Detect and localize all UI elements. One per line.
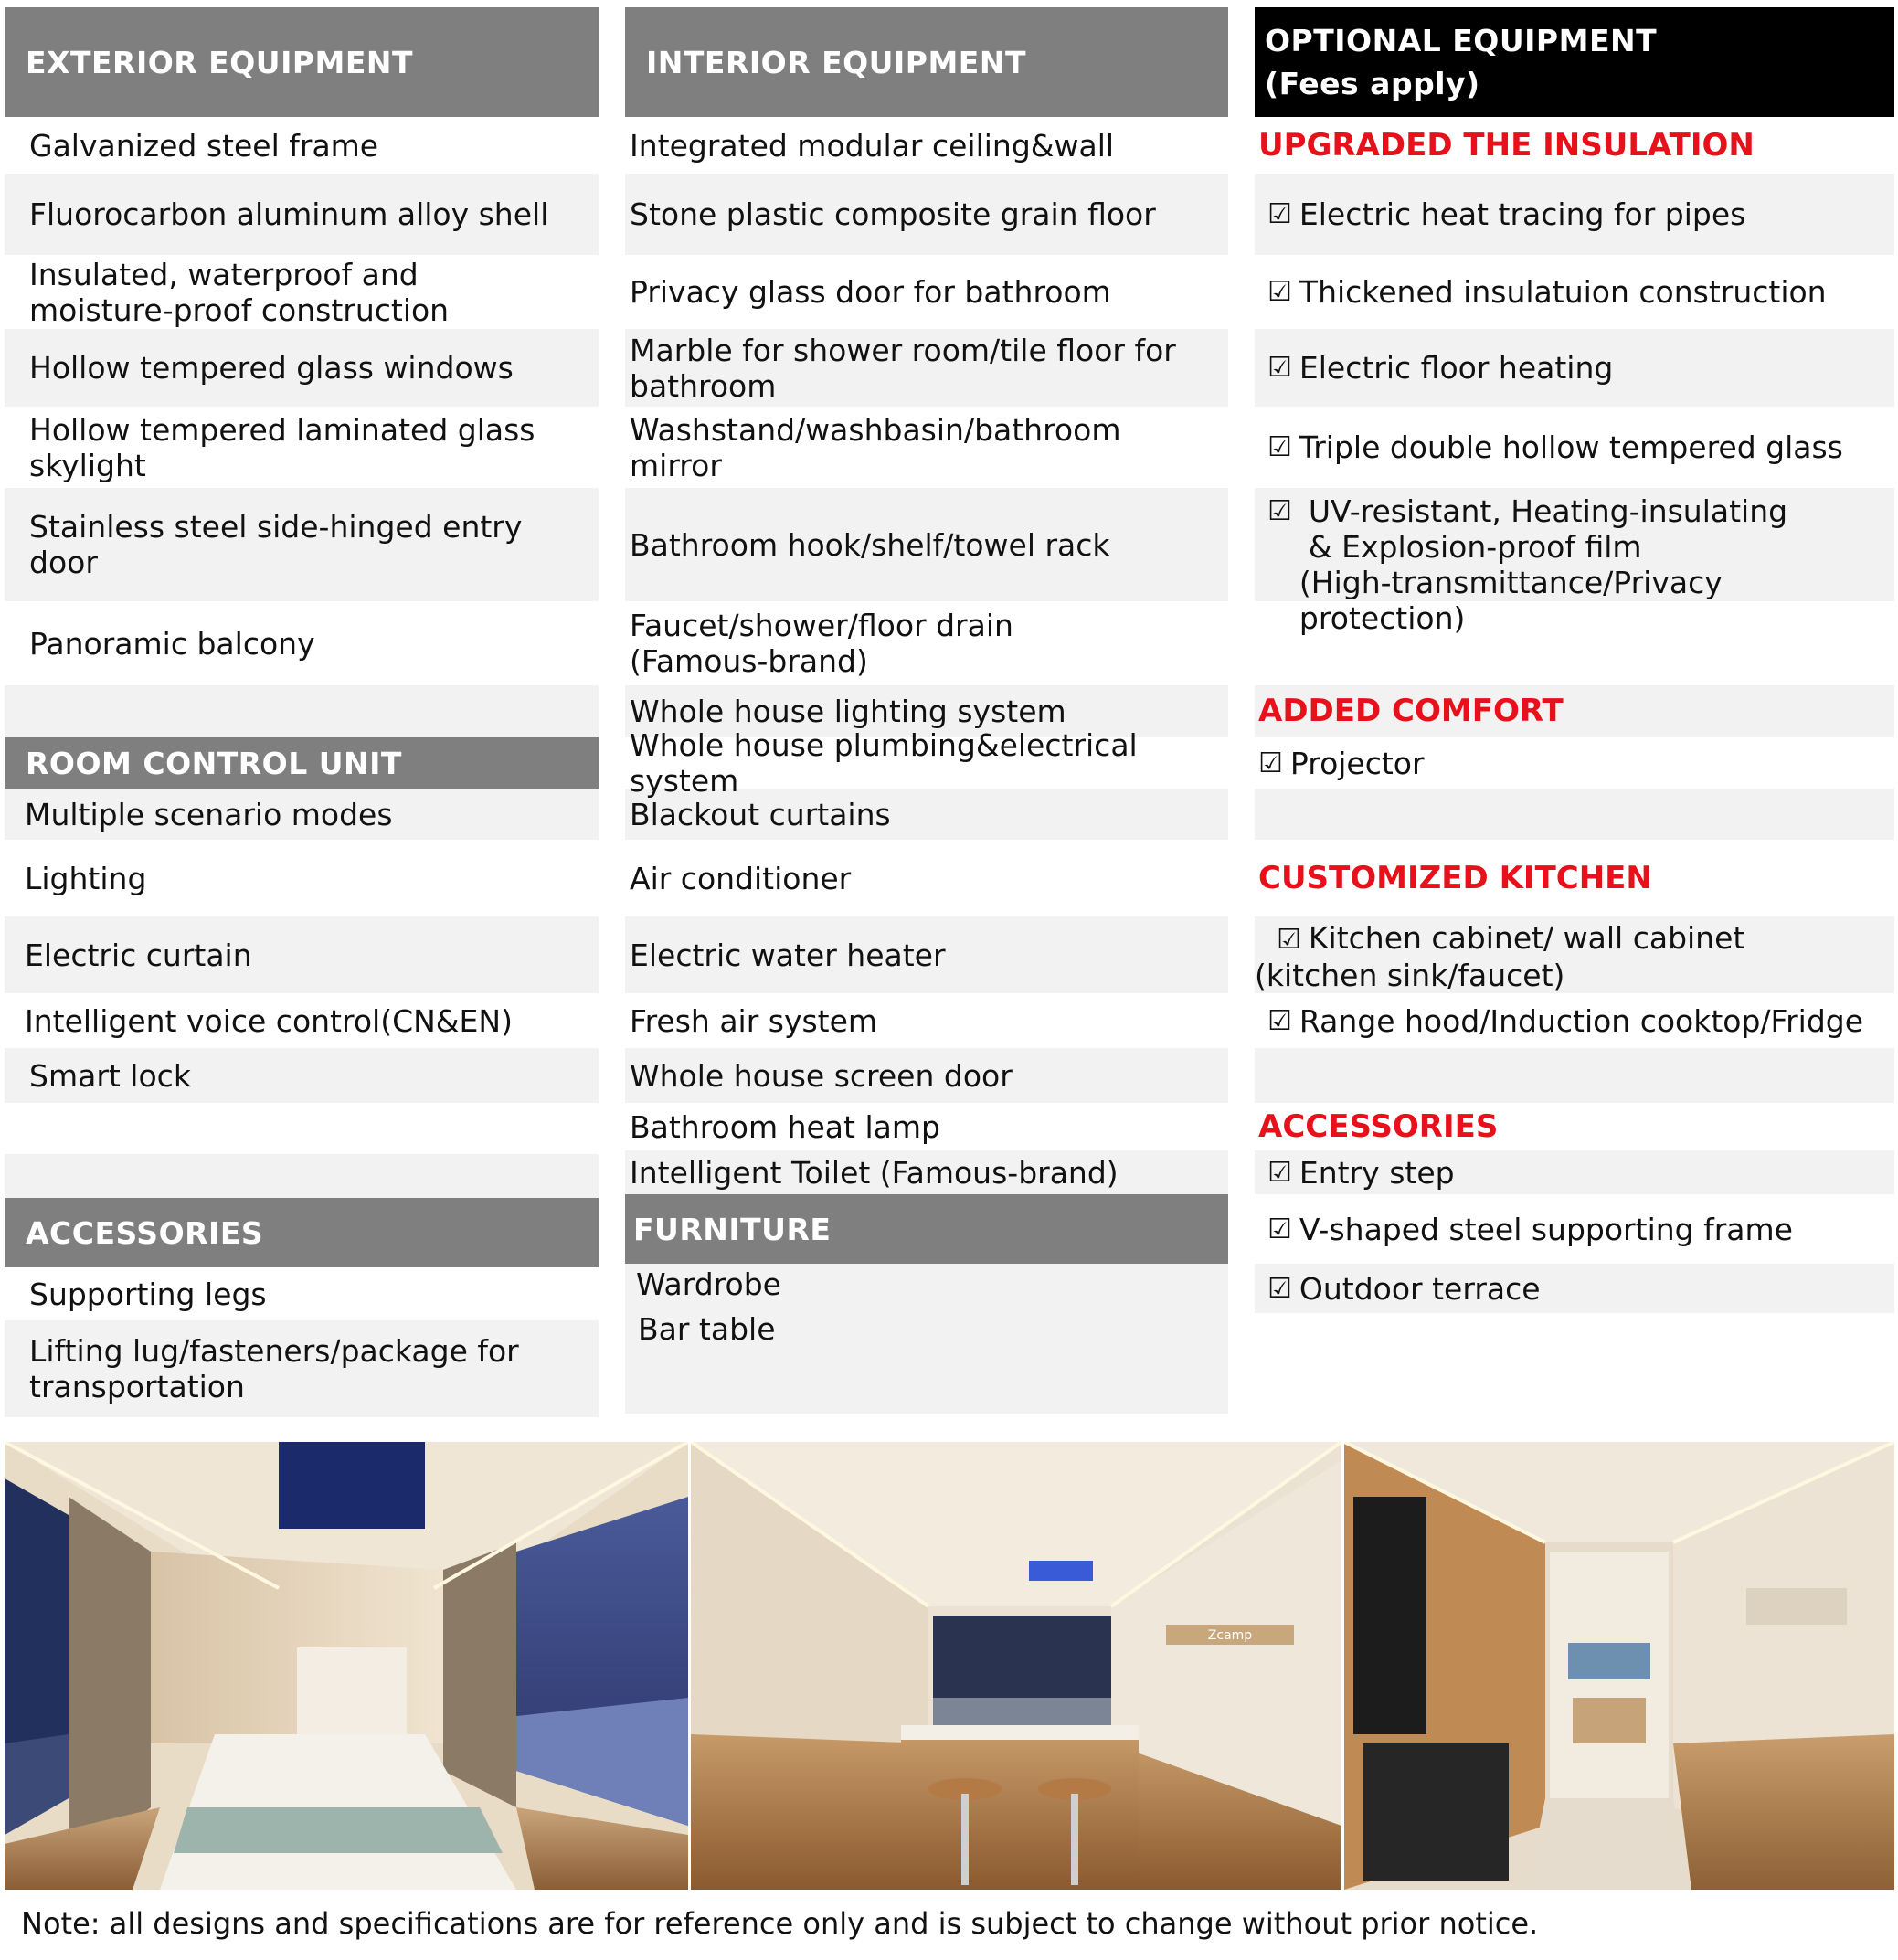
option-item: ☑ Triple double hollow tempered glass: [1255, 407, 1894, 488]
furniture-header: [625, 1194, 1228, 1264]
optional-column: [1255, 7, 1894, 1313]
optional-subtitle: (Fees apply): [1265, 66, 1480, 101]
hallway-illustration: [1344, 1442, 1894, 1890]
list-item: Blackout curtains: [625, 789, 1228, 840]
optional-title: OPTIONAL EQUIPMENT: [1265, 23, 1658, 58]
option-item: ☑ Range hood/Induction cooktop/Fridge: [1255, 993, 1894, 1048]
list-item: Insulated, waterproof and moisture-proof construction: [5, 255, 599, 329]
option-item: ☑ Entry step: [1255, 1150, 1894, 1194]
checkbox-icon: ☑: [1267, 431, 1292, 463]
accessories-std-header: [5, 1198, 599, 1267]
interior-title: INTERIOR EQUIPMENT: [646, 44, 1026, 80]
list-item: Bar table: [625, 1304, 1228, 1414]
room-control-header: [5, 737, 599, 789]
kitchen-heading: CUSTOMIZED KITCHEN: [1255, 840, 1894, 916]
accessories-std-title: ACCESSORIES: [26, 1214, 264, 1251]
list-item: Faucet/shower/floor drain (Famous-brand): [625, 601, 1228, 685]
checkbox-icon: ☑: [1267, 276, 1292, 308]
checkbox-icon: ☑: [1267, 1156, 1292, 1189]
list-item: Lighting: [5, 840, 599, 916]
checkbox-icon: ☑: [1267, 1213, 1292, 1245]
interior-header: [625, 7, 1228, 117]
checkbox-icon: ☑: [1277, 924, 1301, 956]
checkbox-icon: ☑: [1267, 1272, 1292, 1305]
list-item: Supporting legs: [5, 1267, 599, 1320]
list-item: Stainless steel side-hinged entry door: [5, 488, 599, 601]
checkbox-icon: ☑: [1267, 495, 1292, 527]
photo-strip: [5, 1442, 1894, 1890]
bedroom-photo: [5, 1442, 688, 1890]
interior-column: [625, 7, 1228, 1414]
list-item: Bathroom heat lamp: [625, 1103, 1228, 1150]
list-item: Fluorocarbon aluminum alloy shell: [5, 174, 599, 255]
comfort-heading: ADDED COMFORT: [1255, 685, 1894, 737]
list-item: Hollow tempered glass windows: [5, 329, 599, 407]
exterior-title: EXTERIOR EQUIPMENT: [26, 44, 414, 80]
list-item: Fresh air system: [625, 993, 1228, 1048]
optional-accessories-heading: ACCESSORIES: [1255, 1103, 1894, 1150]
list-item: Whole house screen door: [625, 1048, 1228, 1103]
furniture-title: FURNITURE: [633, 1211, 832, 1247]
list-item: Whole house lighting system: [625, 685, 1228, 737]
checkbox-icon: ☑: [1267, 198, 1292, 230]
list-item: Electric curtain: [5, 916, 599, 993]
bedroom-illustration: [5, 1442, 688, 1890]
list-item: Privacy glass door for bathroom: [625, 255, 1228, 329]
list-item: Washstand/washbasin/bathroom mirror: [625, 407, 1228, 488]
option-item: ☑ Outdoor terrace: [1255, 1264, 1894, 1313]
list-item: Lifting lug/fasteners/package for transportation: [5, 1320, 599, 1417]
list-item: Panoramic balcony: [5, 601, 599, 685]
list-item: Air conditioner: [625, 840, 1228, 916]
option-item: ☑ Thickened insulatuion construction: [1255, 255, 1894, 329]
exterior-header: [5, 7, 599, 117]
optional-header: [1255, 7, 1894, 117]
checkbox-icon: ☑: [1258, 747, 1283, 779]
checkbox-icon: ☑: [1267, 1004, 1292, 1037]
empty-row: [5, 685, 599, 737]
list-item: Intelligent Toilet (Famous-brand): [625, 1150, 1228, 1194]
hallway-photo: [1344, 1442, 1894, 1890]
list-item: Hollow tempered laminated glass skylight: [5, 407, 599, 488]
exterior-column: [5, 7, 599, 1417]
list-item: Electric water heater: [625, 916, 1228, 993]
option-item: ☑ Projector: [1255, 737, 1894, 789]
option-item: ☑ Kitchen cabinet/ wall cabinet (kitchen sink/faucet): [1255, 916, 1894, 993]
list-item: Stone plastic composite grain floor: [625, 174, 1228, 255]
kitchen-illustration: [691, 1442, 1341, 1890]
checkbox-icon: ☑: [1267, 352, 1292, 384]
list-item: Galvanized steel frame: [5, 117, 599, 174]
list-item: Marble for shower room/tile floor for bathroom: [625, 329, 1228, 407]
option-item: ☑ Electric heat tracing for pipes: [1255, 174, 1894, 255]
list-item: Multiple scenario modes: [5, 789, 599, 840]
list-item: Integrated modular ceiling&wall: [625, 117, 1228, 174]
list-item: Smart lock: [5, 1048, 599, 1103]
list-item: Intelligent voice control(CN&EN): [5, 993, 599, 1048]
list-item: Whole house plumbing&electrical system: [625, 737, 1228, 789]
option-item: ☑ Electric floor heating: [1255, 329, 1894, 407]
empty-row: [5, 1103, 599, 1154]
option-item: ☑ UV-resistant, Heating-insulating & Explosion-proof film (High-transmittance/Privacy protection): [1255, 488, 1894, 601]
kitchen-photo: [691, 1442, 1341, 1890]
empty-row: [5, 1154, 599, 1198]
empty-row: [1255, 789, 1894, 840]
list-item: Wardrobe: [625, 1264, 1228, 1304]
disclaimer-note: Note: all designs and specifications are for reference only and is subject to change without prior notice.: [21, 1906, 1539, 1941]
empty-row: [1255, 1048, 1894, 1103]
room-control-title: ROOM CONTROL UNIT: [26, 745, 402, 781]
option-item: ☑ V-shaped steel supporting frame: [1255, 1194, 1894, 1264]
list-item: Bathroom hook/shelf/towel rack: [625, 488, 1228, 601]
insulation-heading: UPGRADED THE INSULATION: [1255, 117, 1894, 174]
zcamp-sign: Zcamp: [1207, 1628, 1253, 1643]
